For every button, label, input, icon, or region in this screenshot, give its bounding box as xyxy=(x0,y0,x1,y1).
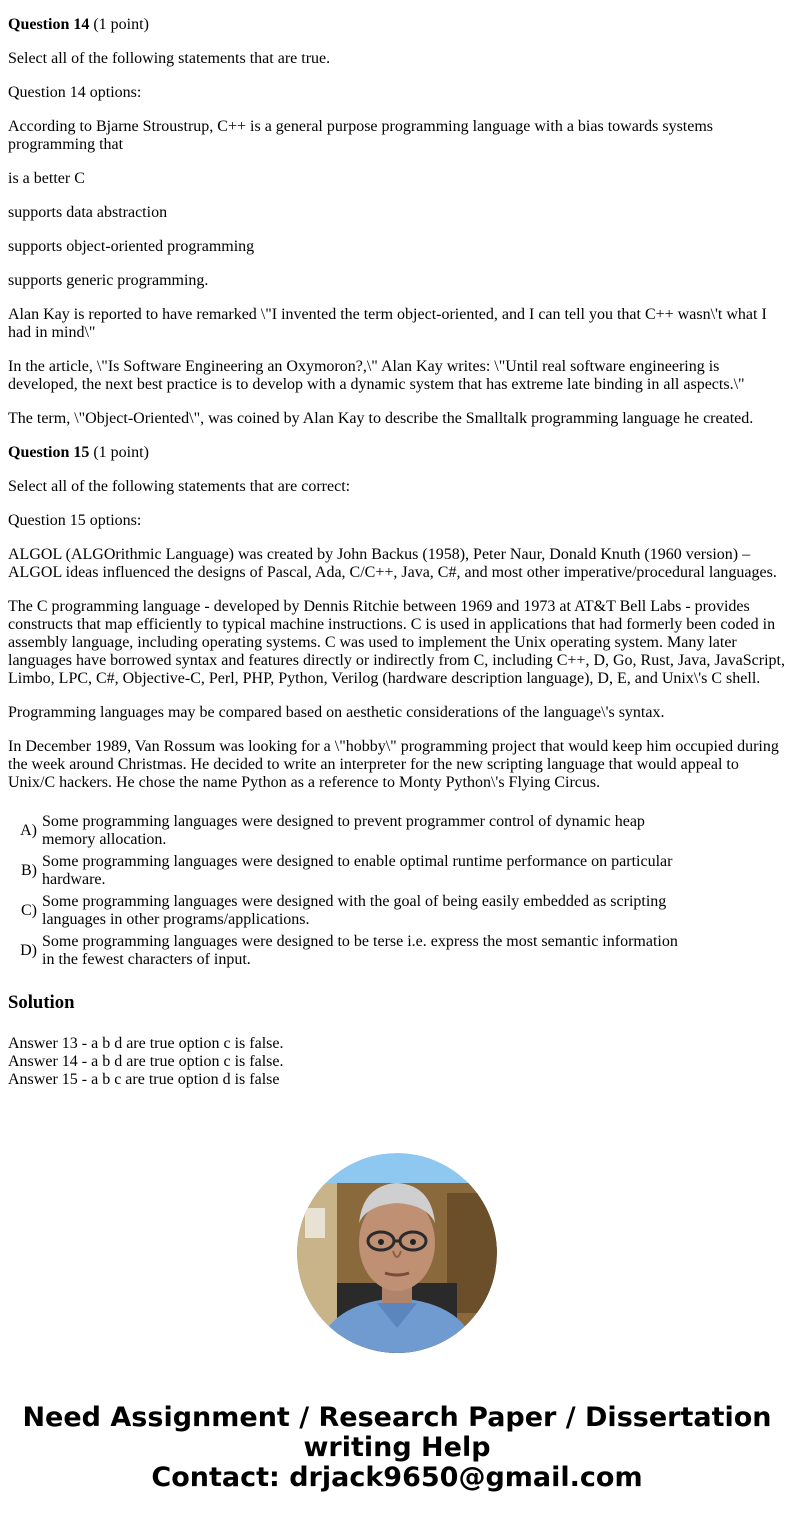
q14-statement: supports data abstraction xyxy=(8,204,168,221)
solution-answers xyxy=(8,1035,786,1089)
answer-line: Answer 13 - a b d are true option c is false. xyxy=(8,1035,284,1052)
question-14-points: (1 point) xyxy=(93,16,149,33)
q14-statement: The term, \"Object-Oriented\", was coined by Alan Kay to describe the Smalltalk programming language he created. xyxy=(8,410,754,427)
person-photo-icon xyxy=(297,1153,497,1353)
option-text-c: Some programming languages were designed with the goal of being easily embedded as scripting languages in other programs/applications. xyxy=(42,893,667,928)
answer-line: Answer 15 - a b c are true option d is false xyxy=(8,1071,280,1088)
q14-statement: According to Bjarne Stroustrup, C++ is a general purpose programming language with a bias towards systems programming that xyxy=(8,118,714,153)
solution-heading: Solution xyxy=(8,992,75,1013)
q14-statement: supports object-oriented programming xyxy=(8,238,255,255)
option-letter-a: A) xyxy=(20,822,37,839)
q14-statement: is a better C xyxy=(8,170,85,187)
q15-statement: ALGOL (ALGOrithmic Language) was created by John Backus (1958), Peter Naur, Donald Knuth (1960 version) – ALGOL ideas influenced the designs of Pascal, Ada, C/C++, Java, C#, and most other imperative/procedural languages. xyxy=(8,546,777,581)
q15-statement: The C programming language - developed by Dennis Ritchie between 1969 and 1973 at AT&T Bell Labs - provides constructs that map efficiently to typical machine instructions. C is used in applications that had formerly been coded in assembly language, including operating systems. C was used to implement the Unix operating system. Many later languages have borrowed syntax and features directly or indirectly from C, including C++, D, Go, Rust, Java, JavaScript, Limbo, LPC, C#, Objective-C, Perl, PHP, Python, Verilog (hardware description language), D, E, and Unix\'s C shell. xyxy=(8,598,785,687)
option-row-c[interactable] xyxy=(10,892,686,930)
option-letter-b: B) xyxy=(21,862,37,879)
q14-statement: Alan Kay is reported to have remarked \"I invented the term object-oriented, and I can tell you that C++ wasn\'t what I had in mind\" xyxy=(8,306,767,341)
promo-banner xyxy=(0,1403,794,1493)
promo-line-1: Need Assignment / Research Paper / Dissertation xyxy=(22,1402,772,1433)
option-letter-c: C) xyxy=(21,902,37,919)
option-letter-d: D) xyxy=(20,942,37,959)
question-15-points: (1 point) xyxy=(93,444,149,461)
option-row-a[interactable] xyxy=(10,812,686,850)
question-15-header xyxy=(8,444,786,462)
question-content xyxy=(8,16,786,1089)
question-15-title: Question 15 xyxy=(8,444,90,461)
question-15-prompt: Select all of the following statements that are correct: xyxy=(8,478,351,495)
option-text-b: Some programming languages were designed to enable optimal runtime performance on particular hardware. xyxy=(42,853,673,888)
promo-line-2: writing Help xyxy=(303,1432,491,1463)
promo-contact[interactable]: Contact: drjack9650@gmail.com xyxy=(151,1462,643,1493)
question-14-title: Question 14 xyxy=(8,16,90,33)
question-15-options-label: Question 15 options: xyxy=(8,512,142,529)
q15-statement: In December 1989, Van Rossum was looking for a \"hobby\" programming project that would keep him occupied during the week around Christmas. He decided to write an interpreter for the new scripting language that would appeal to Unix/C hackers. He chose the name Python as a reference to Monty Python\'s Flying Circus. xyxy=(8,738,779,791)
author-avatar xyxy=(297,1153,497,1353)
question-15-options-list xyxy=(8,810,688,972)
option-row-b[interactable] xyxy=(10,852,686,890)
question-14-header xyxy=(8,16,786,34)
question-14-prompt: Select all of the following statements that are true. xyxy=(8,50,331,67)
option-row-d[interactable] xyxy=(10,932,686,970)
option-text-d: Some programming languages were designed to be terse i.e. express the most semantic information in the fewest characters of input. xyxy=(42,933,678,968)
q14-statement: In the article, \"Is Software Engineering an Oxymoron?,\" Alan Kay writes: \"Until real software engineering is developed, the next best practice is to develop with a dynamic system that has extreme late binding in all aspects.\" xyxy=(8,358,745,393)
question-14-options-label: Question 14 options: xyxy=(8,84,142,101)
option-text-a: Some programming languages were designed to prevent programmer control of dynamic heap memory allocation. xyxy=(42,813,645,848)
q14-statement: supports generic programming. xyxy=(8,272,209,289)
q15-statement: Programming languages may be compared based on aesthetic considerations of the language\'s syntax. xyxy=(8,704,665,721)
answer-line: Answer 14 - a b d are true option c is false. xyxy=(8,1053,284,1070)
